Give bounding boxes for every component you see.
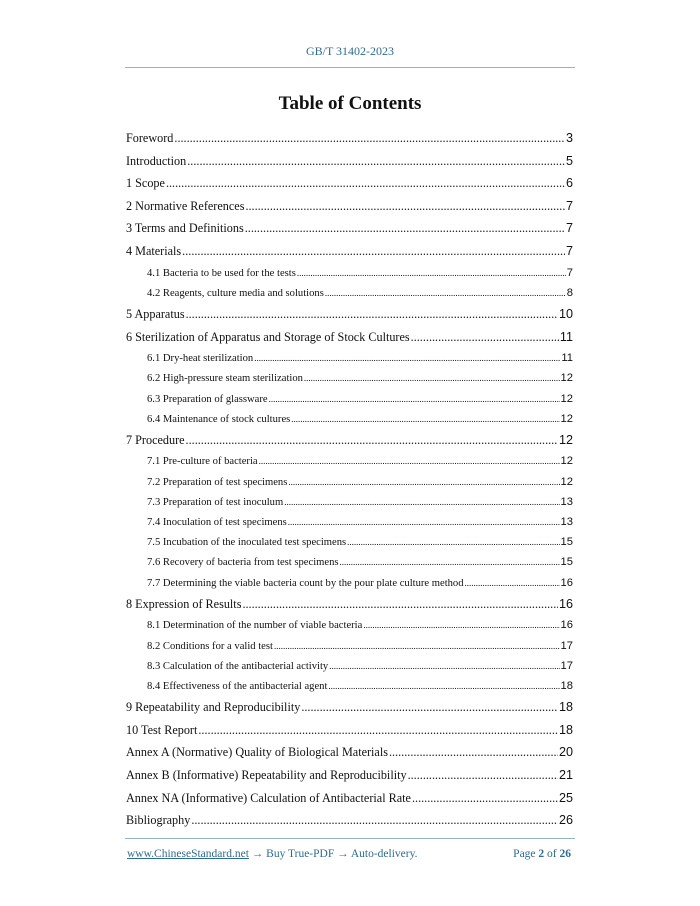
toc-entry-page: 16 bbox=[558, 596, 573, 611]
toc-entry[interactable] bbox=[126, 326, 573, 349]
toc-entry[interactable] bbox=[126, 263, 573, 283]
toc-entry[interactable] bbox=[126, 429, 573, 452]
toc-entry-label: Introduction bbox=[126, 153, 187, 168]
dot-leader bbox=[340, 552, 560, 572]
toc-entry-label: 8 Expression of Results bbox=[126, 596, 242, 611]
toc-entry-page: 11 bbox=[561, 352, 573, 365]
toc-entry[interactable] bbox=[126, 593, 573, 616]
toc-entry-page: 12 bbox=[560, 412, 573, 425]
toc-entry-page: 5 bbox=[565, 153, 573, 168]
toc-entry-label: Annex NA (Informative) Calculation of Antibacterial Rate bbox=[126, 790, 411, 805]
toc-entry-label: 7.3 Preparation of test inoculum bbox=[147, 496, 284, 508]
toc-entry-label: 6.3 Preparation of glassware bbox=[147, 393, 268, 405]
toc-entry[interactable] bbox=[126, 764, 573, 787]
toc-entry[interactable] bbox=[126, 656, 573, 676]
toc-entry-page: 7 bbox=[566, 266, 573, 279]
toc-entry-label: 7 Procedure bbox=[126, 432, 185, 447]
dot-leader bbox=[186, 429, 558, 452]
toc-entry[interactable] bbox=[126, 573, 573, 593]
toc-entry-page: 12 bbox=[560, 475, 573, 488]
toc-entry-page: 7 bbox=[565, 198, 573, 213]
dot-leader bbox=[288, 512, 560, 532]
toc-entry-label: 5 Apparatus bbox=[126, 306, 185, 321]
toc-entry-label: 6 Sterilization of Apparatus and Storage of Stock Cultures bbox=[126, 329, 410, 344]
dot-leader bbox=[328, 676, 559, 696]
dot-leader bbox=[408, 764, 558, 787]
toc-entry[interactable] bbox=[126, 150, 573, 173]
toc-entry[interactable] bbox=[126, 283, 573, 303]
page-word: Page bbox=[513, 848, 536, 860]
toc-entry-label: 7.1 Pre-culture of bacteria bbox=[147, 456, 258, 468]
dot-leader bbox=[304, 368, 560, 388]
toc-entry[interactable] bbox=[126, 552, 573, 572]
toc-entry[interactable] bbox=[126, 217, 573, 240]
toc-entry[interactable] bbox=[126, 787, 573, 810]
dot-leader bbox=[274, 636, 560, 656]
table-of-contents bbox=[126, 127, 573, 832]
toc-entry-label: 9 Repeatability and Reproducibility bbox=[126, 700, 301, 715]
page-total: 26 bbox=[559, 848, 571, 860]
toc-entry-label: 7.4 Inoculation of test specimens bbox=[147, 517, 287, 529]
dot-leader bbox=[242, 593, 558, 616]
toc-entry-page: 25 bbox=[558, 790, 573, 805]
toc-entry-label: 8.3 Calculation of the antibacterial activity bbox=[147, 660, 329, 672]
toc-entry[interactable] bbox=[126, 809, 573, 832]
toc-entry[interactable] bbox=[126, 636, 573, 656]
dot-leader bbox=[363, 615, 559, 635]
toc-entry[interactable] bbox=[126, 492, 573, 512]
toc-entry-label: 6.4 Maintenance of stock cultures bbox=[147, 413, 291, 425]
toc-entry[interactable] bbox=[126, 127, 573, 150]
toc-entry[interactable] bbox=[126, 719, 573, 742]
dot-leader bbox=[389, 741, 558, 764]
toc-entry-page: 16 bbox=[560, 619, 573, 632]
toc-entry-label: 8.1 Determination of the number of viable bacteria bbox=[147, 620, 363, 632]
toc-entry-page: 8 bbox=[566, 286, 573, 299]
dot-leader bbox=[174, 127, 565, 150]
toc-entry-page: 3 bbox=[565, 131, 573, 145]
toc-entry-label: 4.2 Reagents, culture media and solutions bbox=[147, 287, 324, 299]
toc-entry-label: 7.2 Preparation of test specimens bbox=[147, 476, 288, 488]
page-title: Table of Contents bbox=[278, 93, 422, 114]
toc-entry-page: 11 bbox=[559, 329, 573, 344]
dot-leader bbox=[301, 696, 558, 719]
toc-entry-page: 17 bbox=[560, 639, 573, 652]
toc-entry-label: Annex A (Normative) Quality of Biological Materials bbox=[126, 745, 388, 760]
toc-entry-page: 15 bbox=[560, 556, 573, 569]
toc-entry-page: 6 bbox=[565, 176, 573, 191]
dot-leader bbox=[269, 389, 560, 409]
toc-entry[interactable] bbox=[126, 512, 573, 532]
dot-leader bbox=[412, 787, 558, 810]
toc-entry-page: 13 bbox=[560, 516, 573, 529]
toc-entry-label: 4 Materials bbox=[126, 243, 182, 258]
toc-entry-label: 4.1 Bacteria to be used for the tests bbox=[147, 267, 296, 279]
dot-leader bbox=[245, 217, 565, 240]
header-divider bbox=[125, 67, 575, 68]
toc-entry-label: Bibliography bbox=[126, 813, 191, 828]
toc-entry[interactable] bbox=[126, 195, 573, 218]
dot-leader bbox=[329, 656, 559, 676]
page-current: 2 bbox=[538, 848, 545, 860]
toc-entry[interactable] bbox=[126, 348, 573, 368]
toc-entry[interactable] bbox=[126, 240, 573, 263]
toc-entry-label: 6.2 High-pressure steam sterilization bbox=[147, 373, 303, 385]
dot-leader bbox=[347, 532, 559, 552]
toc-entry[interactable] bbox=[126, 741, 573, 764]
dot-leader bbox=[245, 195, 565, 218]
dot-leader bbox=[186, 303, 558, 326]
toc-entry[interactable] bbox=[126, 389, 573, 409]
dot-leader bbox=[254, 348, 560, 368]
toc-entry-label: 1 Scope bbox=[126, 176, 165, 191]
dot-leader bbox=[288, 472, 559, 492]
toc-entry-page: 15 bbox=[560, 536, 573, 549]
dot-leader bbox=[198, 719, 558, 742]
toc-entry-page: 18 bbox=[558, 722, 573, 737]
toc-entry-page: 26 bbox=[558, 813, 573, 828]
toc-entry-label: Foreword bbox=[126, 131, 174, 145]
toc-entry-page: 7 bbox=[565, 221, 573, 236]
toc-entry[interactable] bbox=[126, 696, 573, 719]
toc-entry-page: 12 bbox=[560, 455, 573, 468]
toc-entry[interactable] bbox=[126, 451, 573, 471]
dot-leader bbox=[182, 240, 565, 263]
dot-leader bbox=[297, 263, 566, 283]
toc-entry-label: 7.6 Recovery of bacteria from test specimens bbox=[147, 557, 339, 569]
toc-entry-page: 20 bbox=[558, 745, 573, 760]
toc-entry-page: 16 bbox=[560, 576, 573, 589]
toc-entry[interactable] bbox=[126, 532, 573, 552]
toc-entry-label: 7.7 Determining the viable bacteria count by the pour plate culture method bbox=[147, 577, 464, 589]
toc-entry-page: 12 bbox=[560, 392, 573, 405]
page-of: of bbox=[547, 848, 557, 860]
dot-leader bbox=[284, 492, 559, 512]
toc-entry[interactable] bbox=[126, 303, 573, 326]
toc-entry-label: 10 Test Report bbox=[126, 722, 198, 737]
dot-leader bbox=[291, 409, 559, 429]
page-indicator bbox=[513, 848, 571, 860]
toc-entry-page: 18 bbox=[560, 679, 573, 692]
toc-entry-label: 7.5 Incubation of the inoculated test specimens bbox=[147, 537, 347, 549]
dot-leader bbox=[166, 172, 565, 195]
toc-entry-page: 12 bbox=[558, 432, 573, 447]
document-header bbox=[0, 44, 700, 59]
toc-entry-page: 7 bbox=[565, 243, 573, 258]
toc-entry-page: 12 bbox=[560, 372, 573, 385]
toc-entry-label: 8.2 Conditions for a valid test bbox=[147, 640, 273, 652]
dot-leader bbox=[411, 326, 559, 349]
toc-entry[interactable] bbox=[126, 676, 573, 696]
toc-entry-page: 21 bbox=[558, 767, 573, 782]
toc-entry-page: 13 bbox=[560, 495, 573, 508]
toc-entry-label: 3 Terms and Definitions bbox=[126, 221, 244, 236]
toc-entry[interactable] bbox=[126, 409, 573, 429]
standard-code: GB/T 31402-2023 bbox=[305, 44, 395, 58]
toc-entry[interactable] bbox=[126, 615, 573, 635]
toc-entry-page: 17 bbox=[560, 659, 573, 672]
dot-leader bbox=[187, 150, 565, 173]
website-link[interactable]: www.ChineseStandard.net bbox=[127, 848, 249, 860]
toc-entry-label: Annex B (Informative) Repeatability and Reproducibility bbox=[126, 767, 407, 782]
footer-divider bbox=[125, 838, 575, 839]
toc-entry-label: 8.4 Effectiveness of the antibacterial agent bbox=[147, 680, 328, 692]
toc-entry-label: 6.1 Dry-heat sterilization bbox=[147, 353, 254, 365]
dot-leader bbox=[325, 283, 566, 303]
toc-entry[interactable] bbox=[126, 368, 573, 388]
dot-leader bbox=[465, 573, 560, 593]
dot-leader bbox=[259, 451, 560, 471]
dot-leader bbox=[191, 809, 558, 832]
toc-entry-page: 10 bbox=[558, 306, 573, 321]
toc-entry-page: 18 bbox=[558, 700, 573, 715]
footer-tagline: → Buy True-PDF → Auto-delivery. bbox=[248, 848, 418, 860]
toc-entry-label: 2 Normative References bbox=[126, 198, 245, 213]
footer-promo bbox=[127, 848, 417, 860]
toc-entry[interactable] bbox=[126, 172, 573, 195]
toc-entry[interactable] bbox=[126, 472, 573, 492]
